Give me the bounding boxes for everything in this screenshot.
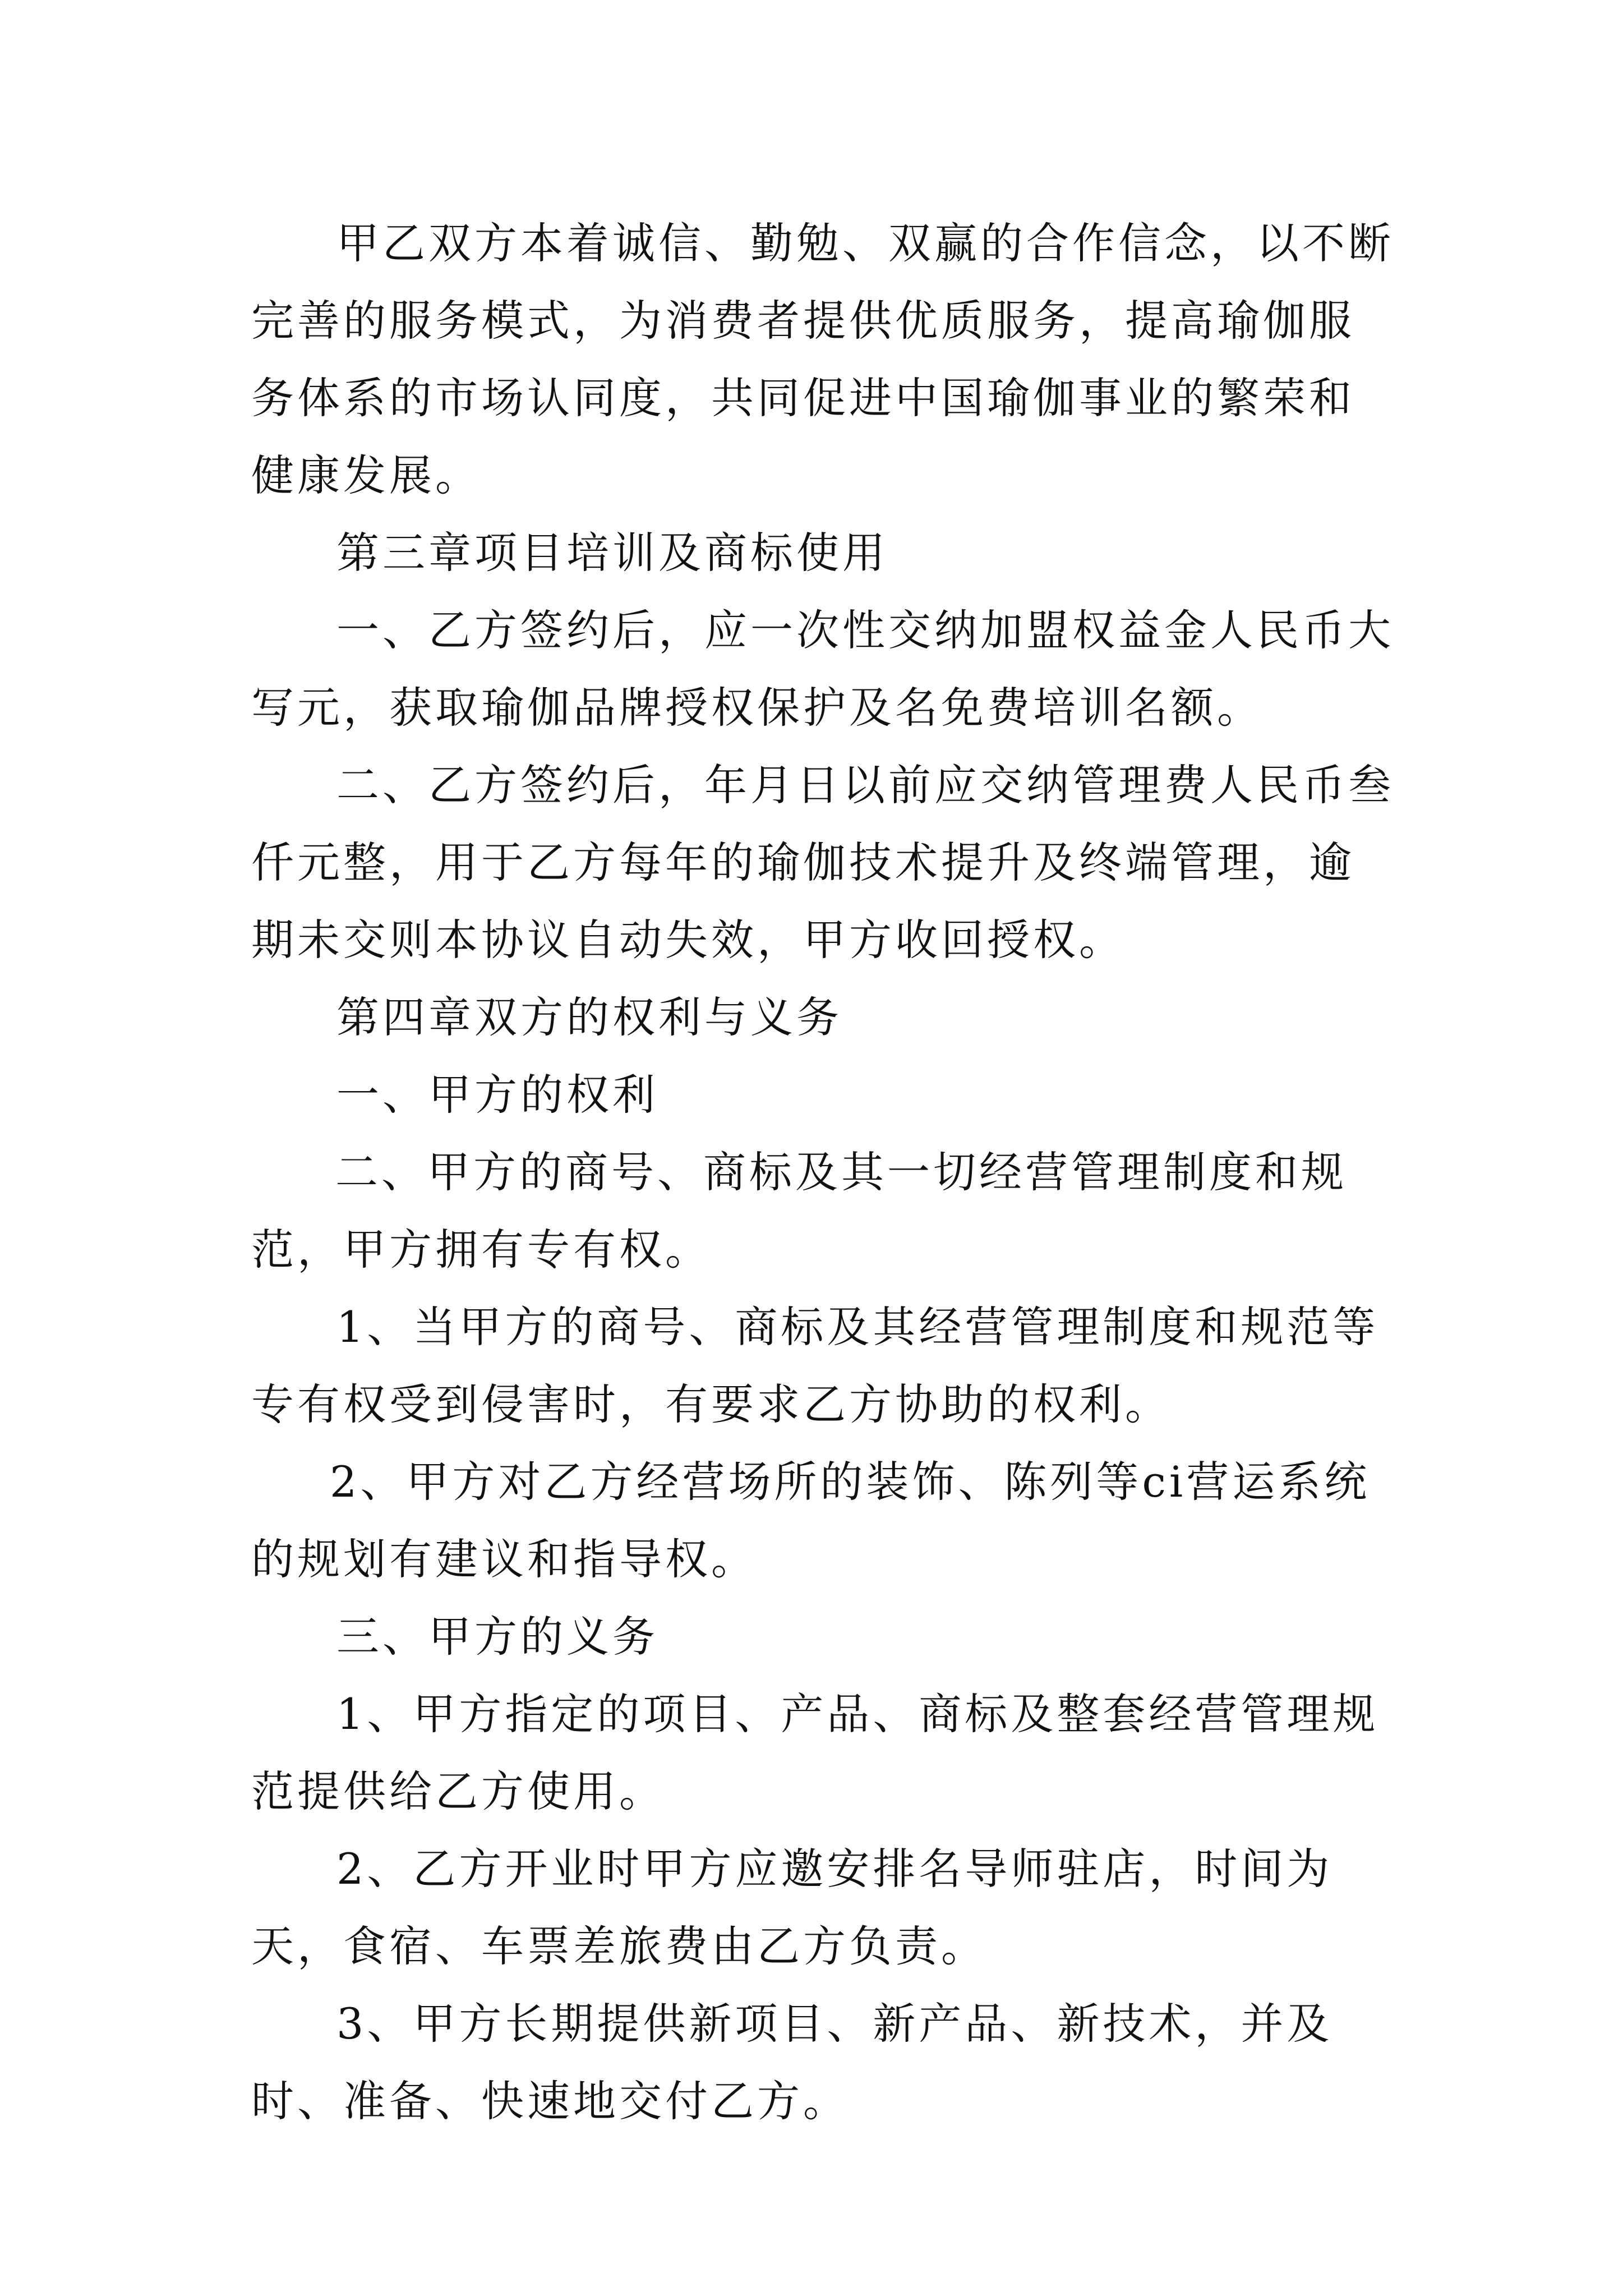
paragraph-management-fee: 二、乙方签约后，年月日以前应交纳管理费人民币叁仟元整，用于乙方每年的瑜伽技术提升及终端管理，逾期未交则本协议自动失效，甲方收回授权。 — [251, 760, 1394, 965]
list-item-right-1: 1、当甲方的商号、商标及其经营管理制度和规范等专有权受到侵害时，有要求乙方协助的权利。 — [251, 1302, 1379, 1429]
paragraph-franchise-fee: 一、乙方签约后，应一次性交纳加盟权益金人民币大写元，获取瑜伽品牌授权保护及名免费培训名额。 — [251, 605, 1394, 733]
paragraph-cooperation-belief: 甲乙双方本着诚信、勤勉、双赢的合作信念，以不断完善的服务模式，为消费者提供优质服务，提高瑜伽服务体系的市场认同度，共同促进中国瑜伽事业的繁荣和健康发展。 — [251, 218, 1394, 500]
list-item-right-2: 2、甲方对乙方经营场所的装饰、陈列等ci营运系统的规划有建议和指导权。 — [251, 1457, 1371, 1584]
heading-party-a-obligations: 三、甲方的义务 — [336, 1612, 658, 1662]
paragraph-exclusive-rights: 二、甲方的商号、商标及其一切经营管理制度和规范，甲方拥有专有权。 — [251, 1147, 1347, 1274]
document-body — [251, 205, 1395, 2140]
heading-chapter-three: 第三章项目培训及商标使用 — [336, 528, 888, 578]
heading-chapter-four: 第四章双方的权利与义务 — [336, 992, 842, 1042]
list-item-obligation-1: 1、甲方指定的项目、产品、商标及整套经营管理规范提供给乙方使用。 — [251, 1689, 1379, 1816]
list-item-obligation-3: 3、甲方长期提供新项目、新产品、新技术，并及时、准备、快速地交付乙方。 — [251, 1999, 1333, 2126]
heading-party-a-rights: 一、甲方的权利 — [336, 1070, 658, 1120]
list-item-obligation-2: 2、乙方开业时甲方应邀安排名导师驻店，时间为天，食宿、车票差旅费由乙方负责。 — [251, 1844, 1333, 1971]
